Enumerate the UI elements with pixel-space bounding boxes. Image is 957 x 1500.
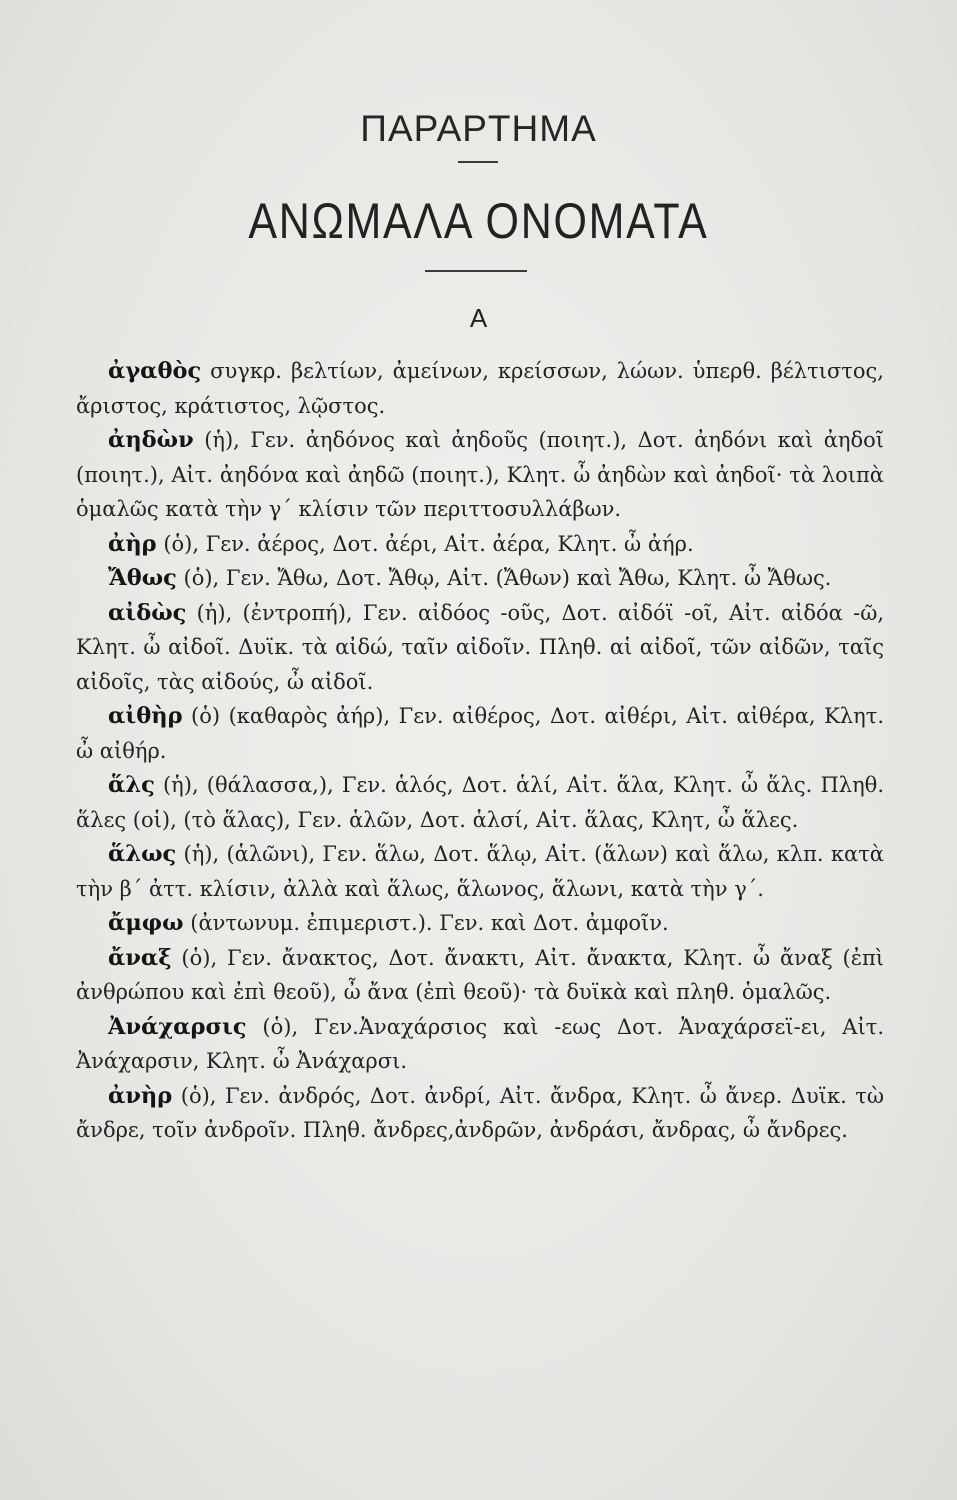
section-label: ΠΑΡΑΡΤΗΜΑ	[360, 108, 597, 149]
entry-aidos	[76, 596, 884, 700]
entry-athos	[76, 561, 884, 596]
entry-lemma: ἄμφω	[108, 910, 184, 936]
page-title: ΑΝΩΜΑΛΑ ΟΝΟΜΑΤΑ	[248, 193, 709, 249]
entry-lemma: ἀὴρ	[108, 530, 157, 557]
entry-anacharsis	[76, 1010, 884, 1079]
entry-lemma: ἄναξ	[108, 944, 172, 971]
entry-lemma: αἰθὴρ	[108, 703, 183, 729]
long-divider	[425, 270, 527, 272]
entry-lemma: ἀγαθὸς	[108, 358, 202, 384]
entry-text: (ἡ), Γεν. ἀηδόνος καὶ ἀηδοῦς (ποιητ.), Δοτ. ἀηδόνι καὶ ἀηδοῖ (ποιητ.), Αἰτ. ἀηδόνα καὶ ἀηδῶ (ποιητ.), Κλητ. ὦ ἀηδὼν καὶ ἀηδοῖ· τὰ λοιπὰ ὁμαλῶς κατὰ τὴν γ΄ κλίσιν τῶν περιττοσυλλάβων.	[76, 428, 884, 521]
entry-text: (ὁ), Γεν. Ἄθω, Δοτ. Ἄθῳ, Αἰτ. (Ἄθων) καὶ Ἄθω, Κλητ. ὦ Ἄθως.	[176, 566, 832, 590]
entry-lemma: ἀηδὼν	[108, 427, 194, 453]
entry-text: (ὁ), Γεν. ἀνδρός, Δοτ. ἀνδρί, Αἰτ. ἄνδρα, Κλητ. ὦ ἄνερ. Δυϊκ. τὼ ἄνδρε, τοῖν ἀνδροῖν. Πληθ. ἄνδρες,ἀνδρῶν, ἀνδράσι, ἄνδρας, ὦ ἄνδρες.	[76, 1083, 884, 1142]
entry-lemma: Ἄθως	[108, 565, 177, 591]
entry-agathos	[76, 354, 884, 423]
entry-text: (ἡ), (ἁλῶνι), Γεν. ἅλω, Δοτ. ἅλῳ, Αἰτ. (ἅλων) καὶ ἅλω, κλπ. κατὰ τὴν β΄ ἀττ. κλίσιν, ἀλλὰ καὶ ἅλως, ἅλωνος, ἅλωνι, κατὰ τὴν γ΄.	[76, 842, 884, 901]
entry-text: (ὁ), Γεν. ἀέρος, Δοτ. ἀέρι, Αἰτ. ἀέρα, Κλητ. ὦ ἀήρ.	[156, 531, 694, 556]
entry-list	[76, 354, 884, 1148]
entry-anax	[76, 941, 884, 1010]
entry-text: (ἀντωνυμ. ἐπιμεριστ.). Γεν. καὶ Δοτ. ἀμφοῖν.	[183, 911, 669, 935]
entry-aedon	[76, 423, 884, 527]
entry-text: (ὁ), Γεν.Ἀναχάρσιος καὶ -εως Δοτ. Ἀναχάρσεϊ-ει, Αἰτ. Ἀνάχαρσιν, Κλητ. ὦ Ἀνάχαρσι.	[76, 1014, 884, 1073]
short-divider	[458, 161, 498, 163]
entry-text: (ὁ) (καθαρὸς ἀήρ), Γεν. αἰθέρος, Δοτ. αἰθέρι, Αἰτ. αἰθέρα, Κλητ. ὦ αἰθήρ.	[76, 704, 884, 763]
entry-lemma: ἀνὴρ	[108, 1082, 173, 1109]
entry-lemma: ἅλς	[108, 772, 155, 798]
entry-hals	[76, 768, 884, 837]
entry-text: (ἡ), (θάλασσα,), Γεν. ἁλός, Δοτ. ἁλί, Αἰτ. ἅλα, Κλητ. ὦ ἅλς. Πληθ. ἅλες (οἱ), (τὸ ἅλας), Γεν. ἁλῶν, Δοτ. ἁλσί, Αἰτ. ἅλας, Κλητ, ὦ ἅλες.	[76, 773, 884, 832]
entry-ampho	[76, 906, 884, 941]
entry-halos	[76, 837, 884, 906]
entry-lemma: Ἀνάχαρσις	[108, 1013, 247, 1040]
entry-aer	[76, 527, 884, 562]
entry-aither	[76, 699, 884, 768]
entry-aner	[76, 1079, 884, 1148]
entry-text: συγκρ. βελτίων, ἀμείνων, κρείσσων, λώων. ὑπερθ. βέλτιστος, ἄριστος, κράτιστος, λῷστος.	[76, 359, 884, 418]
entry-text: (ἡ), (ἐντροπή), Γεν. αἰδόος -οῦς, Δοτ. αἰδόϊ -οῖ, Αἰτ. αἰδόα -ῶ, Κλητ. ὦ αἰδοῖ. Δυϊκ. τὰ αἰδώ, ταῖν αἰδοῖν. Πληθ. αἱ αἰδοῖ, τῶν αἰδῶν, ταῖς αἰδοῖς, τὰς αἰδούς, ὦ αἰδοῖ.	[76, 600, 884, 694]
entry-lemma: ἅλως	[108, 841, 177, 867]
letter-heading: Α	[469, 303, 488, 333]
entry-text: (ὁ), Γεν. ἄνακτος, Δοτ. ἄνακτι, Αἰτ. ἄνακτα, Κλητ. ὦ ἄναξ (ἐπὶ ἀνθρώπου καὶ ἐπὶ θεοῦ), ὦ ἄνα (ἐπὶ θεοῦ)· τὰ δυϊκὰ καὶ πληθ. ὁμαλῶς.	[76, 945, 884, 1004]
entry-lemma: αἰδὼς	[108, 599, 187, 626]
